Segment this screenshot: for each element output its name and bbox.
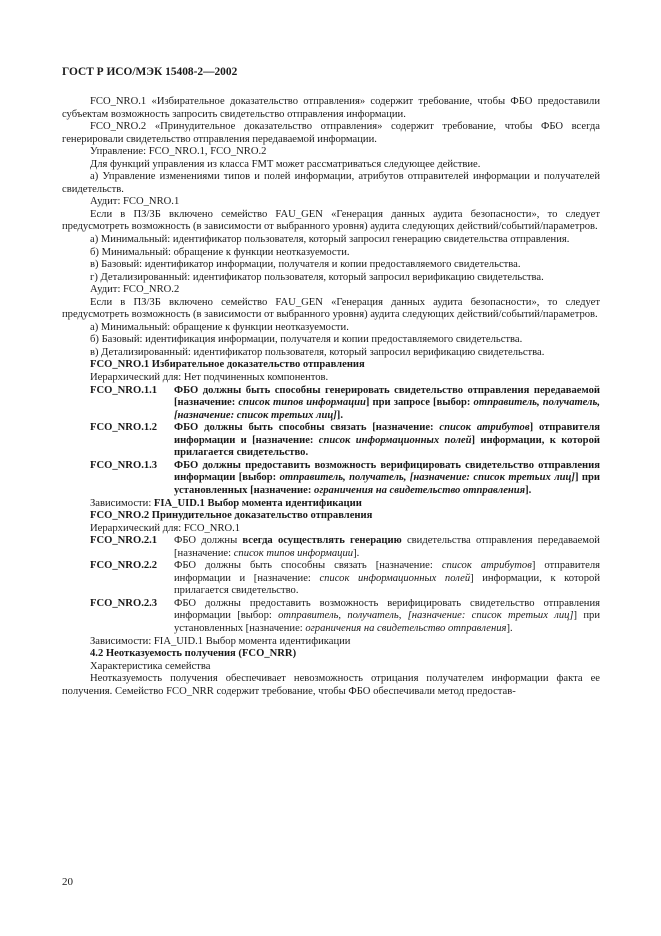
text-run: а) Управление изменениями типов и полей информации, атрибутов отправителей информации и получателей свидетельств. bbox=[62, 171, 600, 195]
text-run: FCO_NRO.1 «Избирательное доказательство отправления» содержит требование, чтобы ФБО предоставили субъектам возможность запросить свидетельство отправления информации. bbox=[62, 96, 600, 120]
text-run: отправитель, получатель, [назначение: список третьих лиц] bbox=[174, 397, 600, 421]
page-header: ГОСТ Р ИСО/МЭК 15408-2—2002 bbox=[62, 66, 238, 78]
text-paragraph bbox=[90, 146, 600, 159]
requirement-code: FCO_NRO.1.1 bbox=[90, 384, 158, 396]
text-run: список типов информации bbox=[238, 397, 366, 409]
text-run: ФБО должны быть способны связать [назначение: bbox=[174, 560, 442, 572]
text-run: FCO_NRO.2 «Принудительное доказательство отправления» содержит требование, чтобы ФБО всегда генерировали свидетельство отправления передаваемой информации. bbox=[62, 121, 600, 145]
text-run: список атрибутов bbox=[441, 560, 532, 572]
text-run: FCO_NRO.2 Принудительное доказательство отправления bbox=[90, 510, 373, 522]
text-paragraph bbox=[90, 648, 600, 661]
text-run: а) Минимальный: идентификатор пользователя, который запросил генерацию свидетельства отправления. bbox=[90, 234, 570, 246]
text-run: Зависимости: FIA_UID.1 Выбор момента идентификации bbox=[90, 635, 351, 647]
text-run: б) Минимальный: обращение к функции неотказуемости. bbox=[90, 246, 350, 258]
text-paragraph bbox=[90, 359, 600, 372]
text-paragraph bbox=[62, 673, 600, 698]
requirement-paragraph bbox=[90, 560, 600, 598]
text-run: ФБО должны bbox=[174, 535, 243, 547]
text-run: список типов информации bbox=[233, 547, 354, 559]
text-run: всегда осуществлять генерацию bbox=[242, 535, 402, 547]
requirement-paragraph bbox=[90, 422, 600, 460]
requirement-code: FCO_NRO.1.2 bbox=[90, 422, 158, 434]
requirement-paragraph bbox=[90, 460, 600, 498]
text-run: ограничения на свидетельство отправления bbox=[314, 484, 526, 496]
text-paragraph bbox=[90, 334, 600, 347]
text-paragraph bbox=[62, 234, 600, 247]
text-run: ]. bbox=[525, 484, 532, 496]
text-run: свидетельства отправления передаваемой [назначение: bbox=[174, 535, 600, 559]
text-run: Иерархический для: Нет подчиненных компонентов. bbox=[90, 372, 329, 384]
text-run: ограничения на свидетельство отправления bbox=[305, 622, 507, 634]
text-run: ] при установленных [назначение: bbox=[174, 472, 600, 496]
text-run: список атрибутов bbox=[439, 422, 530, 434]
text-paragraph bbox=[90, 347, 600, 360]
text-run: ФБО должны предоставить возможность верифицировать свидетельство отправления информации [выбор: bbox=[174, 597, 600, 622]
text-paragraph bbox=[62, 96, 600, 121]
text-paragraph bbox=[90, 322, 600, 335]
text-run: ]. bbox=[506, 622, 513, 634]
text-paragraph bbox=[90, 196, 600, 209]
text-paragraph bbox=[90, 510, 600, 523]
text-run: ] отправителя информации и [назначение: bbox=[174, 422, 600, 446]
text-run: Аудит: FCO_NRO.2 bbox=[90, 284, 180, 296]
document-body bbox=[62, 96, 600, 698]
text-run: ]. bbox=[353, 547, 360, 559]
text-run: Зависимости: bbox=[90, 497, 154, 509]
text-run: в) Детализированный: идентификатор пользователя, который запросил верификацию свидетельства. bbox=[90, 346, 545, 358]
text-run: ]. bbox=[336, 409, 343, 421]
text-run: г) Детализированный: идентификатор пользователя, который запросил верификацию свидетельства. bbox=[90, 271, 544, 283]
text-run: отправитель, получатель, [назначение: список третьих лиц] bbox=[278, 610, 574, 622]
page-number: 20 bbox=[62, 876, 73, 888]
text-run: ФБО должны быть способны генерировать свидетельство отправления передаваемой [назначение: bbox=[174, 384, 600, 409]
text-run: 4.2 Неотказуемость получения (FCO_NRR) bbox=[90, 648, 297, 660]
text-paragraph bbox=[90, 247, 600, 260]
text-run: ФБО должны предоставить возможность верифицировать свидетельство отправления информации [выбор: bbox=[174, 459, 600, 484]
requirement-code: FCO_NRO.2.3 bbox=[90, 597, 158, 609]
text-run: а) Минимальный: обращение к функции неотказуемости. bbox=[90, 321, 349, 333]
text-paragraph bbox=[62, 209, 600, 234]
requirement-paragraph bbox=[90, 385, 600, 423]
text-paragraph bbox=[62, 297, 600, 322]
requirement-code: FCO_NRO.2.1 bbox=[90, 535, 158, 547]
text-run: FIA_UID.1 Выбор момента идентификации bbox=[153, 497, 362, 509]
requirement-paragraph bbox=[90, 598, 600, 636]
text-paragraph bbox=[62, 121, 600, 146]
text-run: Неотказуемость получения обеспечивает невозможность отрицания получателем информации факта ее получения. Семейство FCO_NRR содержит требование, чтобы ФБО обеспечивали метод предостав- bbox=[62, 673, 600, 697]
text-paragraph bbox=[90, 159, 600, 172]
text-run: ] отправителя информации и [назначение: bbox=[174, 560, 600, 584]
text-run: Если в ПЗ/ЗБ включено семейство FAU_GEN «Генерация данных аудита безопасности», то следует предусмотреть возможность (в зависимости от выбранного уровня) аудита следующих действий/событий/параметров. bbox=[62, 296, 600, 321]
text-run: ] информации, к которой прилагается свидетельство. bbox=[174, 572, 600, 597]
text-run: Характеристика семейства bbox=[90, 660, 211, 672]
text-run: Если в ПЗ/ЗБ включено семейство FAU_GEN «Генерация данных аудита безопасности», то следует предусмотреть возможность (в зависимости от выбранного уровня) аудита следующих действий/событий/параметров. bbox=[62, 208, 600, 233]
text-run: ФБО должны быть способны связать [назначение: bbox=[174, 422, 440, 434]
text-paragraph bbox=[90, 259, 600, 272]
requirement-code: FCO_NRO.2.2 bbox=[90, 560, 158, 572]
text-run: список информационных полей bbox=[318, 434, 472, 446]
text-paragraph bbox=[90, 284, 600, 297]
text-paragraph bbox=[90, 523, 600, 536]
text-run: Иерархический для: FCO_NRO.1 bbox=[90, 522, 241, 534]
text-run: FCO_NRO.1 Избирательное доказательство отправления bbox=[90, 359, 365, 371]
text-run: ] при установленных [назначение: bbox=[174, 610, 600, 634]
text-paragraph bbox=[62, 171, 600, 196]
text-paragraph bbox=[90, 272, 600, 285]
text-run: отправитель, получатель, [назначение: список третьих лиц] bbox=[279, 472, 575, 484]
text-run: ] при запросе [выбор: bbox=[365, 397, 474, 409]
text-paragraph bbox=[90, 661, 600, 674]
text-paragraph bbox=[90, 636, 600, 649]
requirement-code: FCO_NRO.1.3 bbox=[90, 459, 158, 471]
text-run: ] информации, к которой прилагается свидетельство. bbox=[174, 434, 600, 459]
text-run: список информационных полей bbox=[319, 572, 471, 584]
text-paragraph bbox=[90, 498, 600, 511]
text-run: Управление: FCO_NRO.1, FCO_NRO.2 bbox=[90, 146, 267, 158]
text-run: Аудит: FCO_NRO.1 bbox=[90, 196, 180, 208]
text-paragraph bbox=[90, 372, 600, 385]
text-run: в) Базовый: идентификатор информации, получателя и копии предоставляемого свидетельства. bbox=[90, 259, 521, 271]
text-run: Для функций управления из класса FMT может рассматриваться следующее действие. bbox=[90, 158, 481, 170]
requirement-paragraph bbox=[90, 535, 600, 560]
text-run: б) Базовый: идентификация информации, получателя и копии предоставляемого свидетельства. bbox=[90, 334, 523, 346]
